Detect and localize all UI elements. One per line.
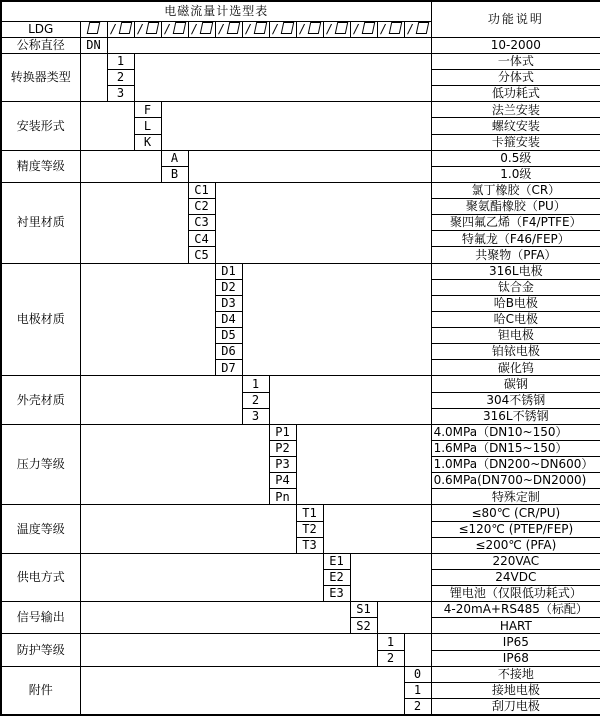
option-code-housing-material-1: 1 <box>242 376 269 392</box>
model-slash-box-cell <box>242 21 269 37</box>
option-code-accessories-0: 0 <box>404 666 431 682</box>
model-slash-box-cell <box>215 21 242 37</box>
spacer-right-protection-rating <box>404 634 431 666</box>
option-desc-signal-output-S1: 4-20mA+RS485（标配） <box>431 602 600 618</box>
spacer-left-accuracy-class <box>80 150 161 182</box>
option-code-pressure-rating-P3: P3 <box>269 457 296 473</box>
option-desc-electrode-material-D5: 钽电极 <box>431 328 600 344</box>
spacer-left-power-supply <box>80 553 323 601</box>
checkbox-glyph <box>87 22 101 34</box>
option-code-power-supply-E3: E3 <box>323 586 350 602</box>
option-code-temperature-rating-T3: T3 <box>296 537 323 553</box>
spacer-left-converter-type <box>80 53 107 101</box>
model-slash-box-cell <box>134 21 161 37</box>
model-slash-box-cell <box>269 21 296 37</box>
checkbox-glyph <box>119 22 133 34</box>
option-desc-temperature-rating-T1: ≤80℃ (CR/PU) <box>431 505 600 521</box>
checkbox-glyph <box>281 22 295 34</box>
spacer-right-housing-material <box>269 376 431 424</box>
model-slash-box-cell <box>323 21 350 37</box>
option-code-electrode-material-D1: D1 <box>215 263 242 279</box>
group-label-temperature-rating: 温度等级 <box>1 505 80 553</box>
slash-separator: / <box>325 22 334 37</box>
table-row <box>1 37 600 53</box>
spacer-left-signal-output <box>80 602 350 634</box>
spacer-right-temperature-rating <box>323 505 431 553</box>
option-desc-pressure-rating-P4: 0.6MPa(DN700~DN2000) <box>431 473 600 489</box>
option-desc-pressure-rating-P1: 4.0MPa（DN10~150） <box>431 424 600 440</box>
option-code-converter-type-3: 3 <box>107 86 134 102</box>
model-first-box-cell <box>80 21 107 37</box>
option-desc-nominal-diameter-DN: 10-2000 <box>431 37 600 53</box>
option-code-converter-type-2: 2 <box>107 70 134 86</box>
option-desc-accuracy-class-A: 0.5级 <box>431 150 600 166</box>
option-code-lining-material-C4: C4 <box>188 231 215 247</box>
slash-separator: / <box>244 22 253 37</box>
table-row <box>1 182 600 198</box>
slash-separator: / <box>352 22 361 37</box>
table-row <box>1 634 600 650</box>
option-code-signal-output-S1: S1 <box>350 602 377 618</box>
option-desc-installation-type-L: 螺纹安装 <box>431 118 600 134</box>
table-row <box>1 150 600 166</box>
option-code-pressure-rating-P4: P4 <box>269 473 296 489</box>
option-desc-power-supply-E3: 锂电池（仅限低功耗式） <box>431 586 600 602</box>
checkbox-glyph <box>335 22 349 34</box>
option-desc-accessories-2: 刮刀电极 <box>431 698 600 715</box>
table-row <box>1 263 600 279</box>
option-desc-power-supply-E2: 24VDC <box>431 569 600 585</box>
option-desc-accessories-0: 不接地 <box>431 666 600 682</box>
group-label-power-supply: 供电方式 <box>1 553 80 601</box>
spacer-right-lining-material <box>215 182 431 263</box>
checkbox-glyph <box>173 22 187 34</box>
spacer-left-accessories <box>80 666 404 715</box>
option-desc-housing-material-3: 316L不锈钢 <box>431 408 600 424</box>
table-row <box>1 553 600 569</box>
group-label-nominal-diameter: 公称直径 <box>1 37 80 53</box>
option-code-electrode-material-D5: D5 <box>215 328 242 344</box>
function-column-header: 功能说明 <box>431 1 600 37</box>
spacer-left-temperature-rating <box>80 505 296 553</box>
group-label-protection-rating: 防护等级 <box>1 634 80 666</box>
option-desc-temperature-rating-T3: ≤200℃ (PFA) <box>431 537 600 553</box>
option-desc-converter-type-1: 一体式 <box>431 53 600 69</box>
option-code-installation-type-L: L <box>134 118 161 134</box>
slash-separator: / <box>271 22 280 37</box>
table-row <box>1 424 600 440</box>
spacer-left-installation-type <box>80 102 134 150</box>
table-row <box>1 376 600 392</box>
option-desc-pressure-rating-Pn: 特殊定制 <box>431 489 600 505</box>
option-desc-converter-type-3: 低功耗式 <box>431 86 600 102</box>
option-code-electrode-material-D2: D2 <box>215 279 242 295</box>
checkbox-glyph <box>416 22 430 34</box>
checkbox-glyph <box>362 22 376 34</box>
spacer-left-housing-material <box>80 376 242 424</box>
option-desc-electrode-material-D3: 哈B电极 <box>431 295 600 311</box>
table-title: 电磁流量计选型表 <box>1 1 431 21</box>
slash-separator: / <box>217 22 226 37</box>
spacer-left-electrode-material <box>80 263 215 376</box>
option-code-housing-material-2: 2 <box>242 392 269 408</box>
option-code-protection-rating-1: 1 <box>377 634 404 650</box>
option-code-temperature-rating-T2: T2 <box>296 521 323 537</box>
model-slash-box-cell <box>296 21 323 37</box>
model-slash-box-cell <box>107 21 134 37</box>
option-code-electrode-material-D6: D6 <box>215 344 242 360</box>
option-code-pressure-rating-Pn: Pn <box>269 489 296 505</box>
spacer-left-lining-material <box>80 182 188 263</box>
model-slash-box-cell <box>188 21 215 37</box>
option-desc-electrode-material-D4: 哈C电极 <box>431 311 600 327</box>
option-code-nominal-diameter-DN: DN <box>80 37 107 53</box>
spacer-left-protection-rating <box>80 634 377 666</box>
option-code-electrode-material-D4: D4 <box>215 311 242 327</box>
option-code-installation-type-F: F <box>134 102 161 118</box>
group-label-lining-material: 衬里材质 <box>1 182 80 263</box>
slash-separator: / <box>136 22 145 37</box>
group-label-signal-output: 信号输出 <box>1 602 80 634</box>
option-code-temperature-rating-T1: T1 <box>296 505 323 521</box>
title-row <box>1 1 600 21</box>
option-desc-signal-output-S2: HART <box>431 618 600 634</box>
option-code-accessories-2: 2 <box>404 698 431 715</box>
option-code-electrode-material-D7: D7 <box>215 360 242 376</box>
option-code-pressure-rating-P2: P2 <box>269 440 296 456</box>
checkbox-glyph <box>254 22 268 34</box>
option-code-lining-material-C3: C3 <box>188 215 215 231</box>
slash-separator: / <box>406 22 415 37</box>
slash-separator: / <box>298 22 307 37</box>
option-code-lining-material-C1: C1 <box>188 182 215 198</box>
checkbox-glyph <box>200 22 214 34</box>
option-desc-lining-material-C2: 聚氨酯橡胶（PU） <box>431 199 600 215</box>
option-code-power-supply-E2: E2 <box>323 569 350 585</box>
option-code-signal-output-S2: S2 <box>350 618 377 634</box>
option-desc-converter-type-2: 分体式 <box>431 70 600 86</box>
model-code-label: LDG <box>1 21 80 37</box>
option-desc-installation-type-K: 卡箍安装 <box>431 134 600 150</box>
spacer-right-electrode-material <box>242 263 431 376</box>
group-label-accuracy-class: 精度等级 <box>1 150 80 182</box>
spacer-right-converter-type <box>134 53 431 101</box>
option-desc-electrode-material-D7: 碳化钨 <box>431 360 600 376</box>
option-code-lining-material-C5: C5 <box>188 247 215 263</box>
table-row <box>1 602 600 618</box>
table-row <box>1 53 600 69</box>
model-slash-box-cell <box>161 21 188 37</box>
spacer-right-signal-output <box>377 602 431 634</box>
checkbox-glyph <box>227 22 241 34</box>
spacer-right-pressure-rating <box>296 424 431 505</box>
option-code-converter-type-1: 1 <box>107 53 134 69</box>
option-desc-power-supply-E1: 220VAC <box>431 553 600 569</box>
option-code-housing-material-3: 3 <box>242 408 269 424</box>
option-desc-electrode-material-D6: 铂铱电极 <box>431 344 600 360</box>
option-code-accessories-1: 1 <box>404 682 431 698</box>
option-desc-housing-material-1: 碳钢 <box>431 376 600 392</box>
slash-separator: / <box>190 22 199 37</box>
slash-separator: / <box>109 22 118 37</box>
spacer-right-power-supply <box>350 553 431 601</box>
option-code-lining-material-C2: C2 <box>188 199 215 215</box>
option-desc-protection-rating-2: IP68 <box>431 650 600 666</box>
group-label-housing-material: 外壳材质 <box>1 376 80 424</box>
model-slash-box-cell <box>350 21 377 37</box>
option-code-protection-rating-2: 2 <box>377 650 404 666</box>
option-desc-electrode-material-D2: 钛合金 <box>431 279 600 295</box>
table-row <box>1 102 600 118</box>
option-desc-housing-material-2: 304不锈钢 <box>431 392 600 408</box>
option-code-accuracy-class-B: B <box>161 166 188 182</box>
group-label-electrode-material: 电极材质 <box>1 263 80 376</box>
option-desc-lining-material-C3: 聚四氟乙烯（F4/PTFE） <box>431 215 600 231</box>
group-label-converter-type: 转换器类型 <box>1 53 80 101</box>
option-desc-electrode-material-D1: 316L电极 <box>431 263 600 279</box>
option-desc-lining-material-C1: 氯丁橡胶（CR） <box>431 182 600 198</box>
model-slash-box-cell <box>404 21 431 37</box>
spacer-right-accuracy-class <box>188 150 431 182</box>
slash-separator: / <box>379 22 388 37</box>
model-slash-box-cell <box>377 21 404 37</box>
option-code-accuracy-class-A: A <box>161 150 188 166</box>
option-code-pressure-rating-P1: P1 <box>269 424 296 440</box>
option-code-installation-type-K: K <box>134 134 161 150</box>
slash-separator: / <box>163 22 172 37</box>
table-row <box>1 505 600 521</box>
option-desc-temperature-rating-T2: ≤120℃ (PTEP/FEP) <box>431 521 600 537</box>
option-desc-protection-rating-1: IP65 <box>431 634 600 650</box>
spacer-right-installation-type <box>161 102 431 150</box>
checkbox-glyph <box>308 22 322 34</box>
table-row <box>1 666 600 682</box>
option-desc-accuracy-class-B: 1.0级 <box>431 166 600 182</box>
option-desc-installation-type-F: 法兰安装 <box>431 102 600 118</box>
option-desc-pressure-rating-P2: 1.6MPa（DN15~150） <box>431 440 600 456</box>
option-desc-lining-material-C5: 共聚物（PFA） <box>431 247 600 263</box>
option-desc-pressure-rating-P3: 1.0MPa（DN200~DN600） <box>431 457 600 473</box>
group-label-installation-type: 安装形式 <box>1 102 80 150</box>
checkbox-glyph <box>146 22 160 34</box>
option-code-electrode-material-D3: D3 <box>215 295 242 311</box>
option-code-power-supply-E1: E1 <box>323 553 350 569</box>
group-label-accessories: 附件 <box>1 666 80 715</box>
option-desc-lining-material-C4: 特氟龙（F46/FEP） <box>431 231 600 247</box>
checkbox-glyph <box>389 22 403 34</box>
spacer-left-pressure-rating <box>80 424 269 505</box>
option-desc-accessories-1: 接地电极 <box>431 682 600 698</box>
spacer-right-nominal-diameter <box>107 37 431 53</box>
group-label-pressure-rating: 压力等级 <box>1 424 80 505</box>
